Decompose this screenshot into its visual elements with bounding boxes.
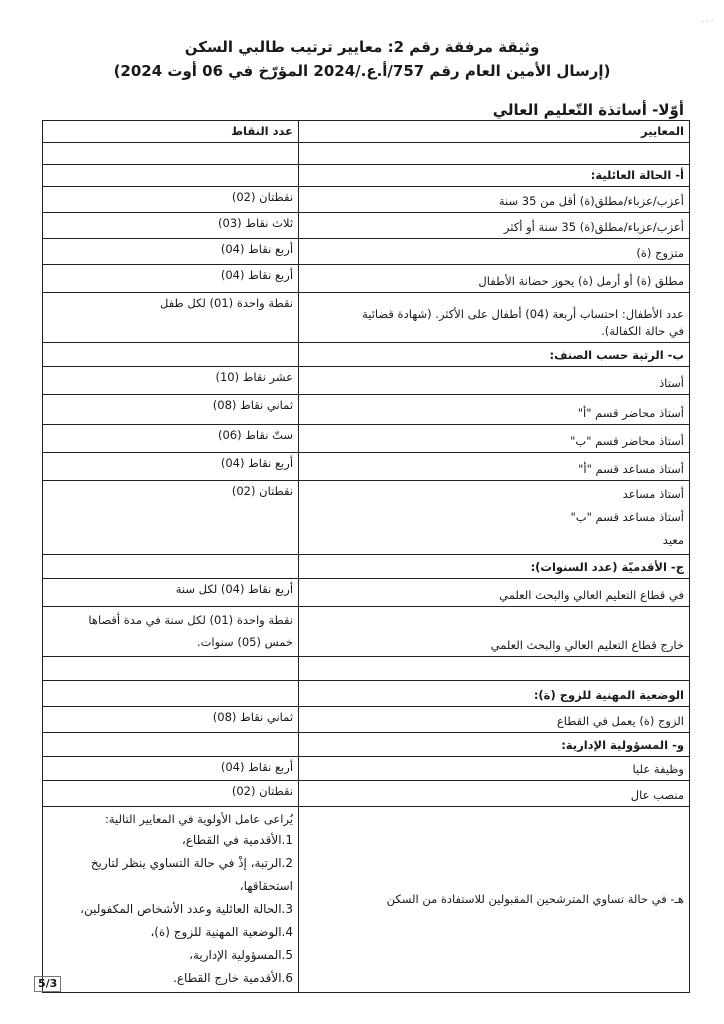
criteria-cell: ب- الرتبة حسب الصنف: <box>299 343 690 367</box>
table-row <box>43 733 690 757</box>
criteria-cell: متزوج (ة) <box>299 239 690 265</box>
table-row <box>43 367 690 395</box>
points-cell: عشر نقاط (10) <box>43 367 299 395</box>
criteria-cell: و- المسؤولية الإدارية: <box>299 733 690 757</box>
header-criteria: المعايير <box>299 121 690 143</box>
points-cell <box>43 165 299 187</box>
criteria-cell: أستاذ مساعد قسم "أ" <box>299 453 690 481</box>
header-line-1: وثيقة مرفقة رقم 2: معايير ترتيب طالبي السكن <box>184 38 540 56</box>
criteria-cell: منصب عال <box>299 781 690 807</box>
points-cell: أربع نقاط (04) <box>43 453 299 481</box>
priority-item: 4.الوضعية المهنية للزوج (ة)، <box>150 925 294 939</box>
header-points: عدد النقاط <box>43 121 299 143</box>
criteria-line: أستاذ مساعد قسم "ب" <box>570 510 684 524</box>
criteria-cell: الوضعية المهنية للزوج (ة): <box>299 681 690 707</box>
spacer-cell <box>299 143 690 165</box>
criteria-cell: مطلق (ة) أو أرمل (ة) يحوز حضانة الأطفال <box>299 265 690 293</box>
points-cell <box>43 681 299 707</box>
criteria-cell: أعزب/عزباء/مطلق(ة) أقل من 35 سنة <box>299 187 690 213</box>
points-cell: أربع نقاط (04) <box>43 265 299 293</box>
points-cell <box>43 733 299 757</box>
points-cell: نقطة واحدة (01) لكل طفل <box>43 293 299 343</box>
criteria-cell: أ- الحالة العائلية: <box>299 165 690 187</box>
page-number: 5/3 <box>34 976 61 992</box>
table-row <box>43 607 690 657</box>
table-row <box>43 213 690 239</box>
points-cell <box>43 657 299 681</box>
criteria-cell: خارج قطاع التعليم العالي والبحث العلمي <box>299 607 690 657</box>
table-row <box>43 453 690 481</box>
points-cell: نقطتان (02) <box>43 781 299 807</box>
points-cell: نقطتان (02) <box>43 481 299 555</box>
points-cell: ستّ نقاط (06) <box>43 425 299 453</box>
points-cell: ثماني نقاط (08) <box>43 395 299 425</box>
points-cell: أربع نقاط (04) <box>43 239 299 265</box>
table-row <box>43 425 690 453</box>
points-cell: ثماني نقاط (08) <box>43 707 299 733</box>
criteria-cell: أعزب/عزباء/مطلق(ة) 35 سنة أو أكثر <box>299 213 690 239</box>
table-row <box>43 239 690 265</box>
criteria-cell: أستاذ محاضر قسم "ب" <box>299 425 690 453</box>
table-row <box>43 707 690 733</box>
points-cell <box>43 607 299 657</box>
table-row <box>43 481 690 555</box>
table-row <box>43 265 690 293</box>
priority-item: 5.المسؤولية الإدارية، <box>189 948 294 962</box>
points-cell: أربع نقاط (04) <box>43 757 299 781</box>
spacer-cell <box>43 143 299 165</box>
points-line: خمس (05) سنوات. <box>196 635 294 649</box>
points-cell <box>43 343 299 367</box>
points-cell <box>43 555 299 579</box>
points-cell: ثلاث نقاط (03) <box>43 213 299 239</box>
criteria-cell <box>299 481 690 555</box>
criteria-cell <box>299 293 690 343</box>
points-line: نقطة واحدة (01) لكل سنة في مدة أقصاها <box>88 613 294 627</box>
priority-item: 6.الأقدمية خارج القطاع. <box>173 971 294 985</box>
priority-row <box>43 807 690 993</box>
priority-item: 3.الحالة العائلية وعدد الأشخاص المكفولين، <box>80 902 294 916</box>
criteria-cell: أستاذ محاضر قسم "أ" <box>299 395 690 425</box>
document-header <box>0 36 724 82</box>
table-row <box>43 657 690 681</box>
priority-item: 2.الرتبة، إذْ في حالة التساوي ينظر لتاريخ <box>90 856 294 870</box>
table-row <box>43 579 690 607</box>
table-row <box>43 165 690 187</box>
table-header-row <box>43 121 690 143</box>
table-row <box>43 555 690 579</box>
priority-list <box>43 807 299 993</box>
table-row <box>43 757 690 781</box>
criteria-line: أستاذ مساعد <box>622 487 684 501</box>
criteria-line: عدد الأطفال: احتساب أربعة (04) أطفال على الأكثر. (شهادة قضائية <box>362 307 684 321</box>
section-title: أوّلا- أساتذة التّعليم العالي <box>492 101 684 119</box>
priority-intro: يُراعى عامل الأولوية في المعايير التالية: <box>105 812 294 826</box>
points-cell: أربع نقاط (04) لكل سنة <box>43 579 299 607</box>
criteria-cell: ج- الأقدميّة (عدد السنوات): <box>299 555 690 579</box>
criteria-cell: أستاذ <box>299 367 690 395</box>
points-cell: نقطتان (02) <box>43 187 299 213</box>
scan-artifact: ⋰ <box>699 14 715 29</box>
criteria-cell <box>299 657 690 681</box>
table-row <box>43 187 690 213</box>
priority-item: 1.الأقدمية في القطاع، <box>181 833 294 847</box>
criteria-line: معيد <box>662 533 684 547</box>
priority-item: استحقاقها، <box>239 879 294 893</box>
criteria-cell: في قطاع التعليم العالي والبحث العلمي <box>299 579 690 607</box>
criteria-table <box>42 120 690 993</box>
table-row <box>43 293 690 343</box>
table-row <box>43 681 690 707</box>
table-row <box>43 395 690 425</box>
criteria-line: في حالة الكفالة). <box>601 324 684 338</box>
criteria-cell: وظيفة عليا <box>299 757 690 781</box>
criteria-cell: الزوج (ة) يعمل في القطاع <box>299 707 690 733</box>
table-spacer-row <box>43 143 690 165</box>
table-row <box>43 343 690 367</box>
priority-criteria: هـ- في حالة تساوي المترشحين المقبولين للاستفادة من السكن <box>299 807 690 993</box>
header-line-2: (إرسال الأمين العام رقم 757/أ.ع./2024 المؤرّخ في 06 أوت 2024) <box>113 62 611 80</box>
table-row <box>43 781 690 807</box>
